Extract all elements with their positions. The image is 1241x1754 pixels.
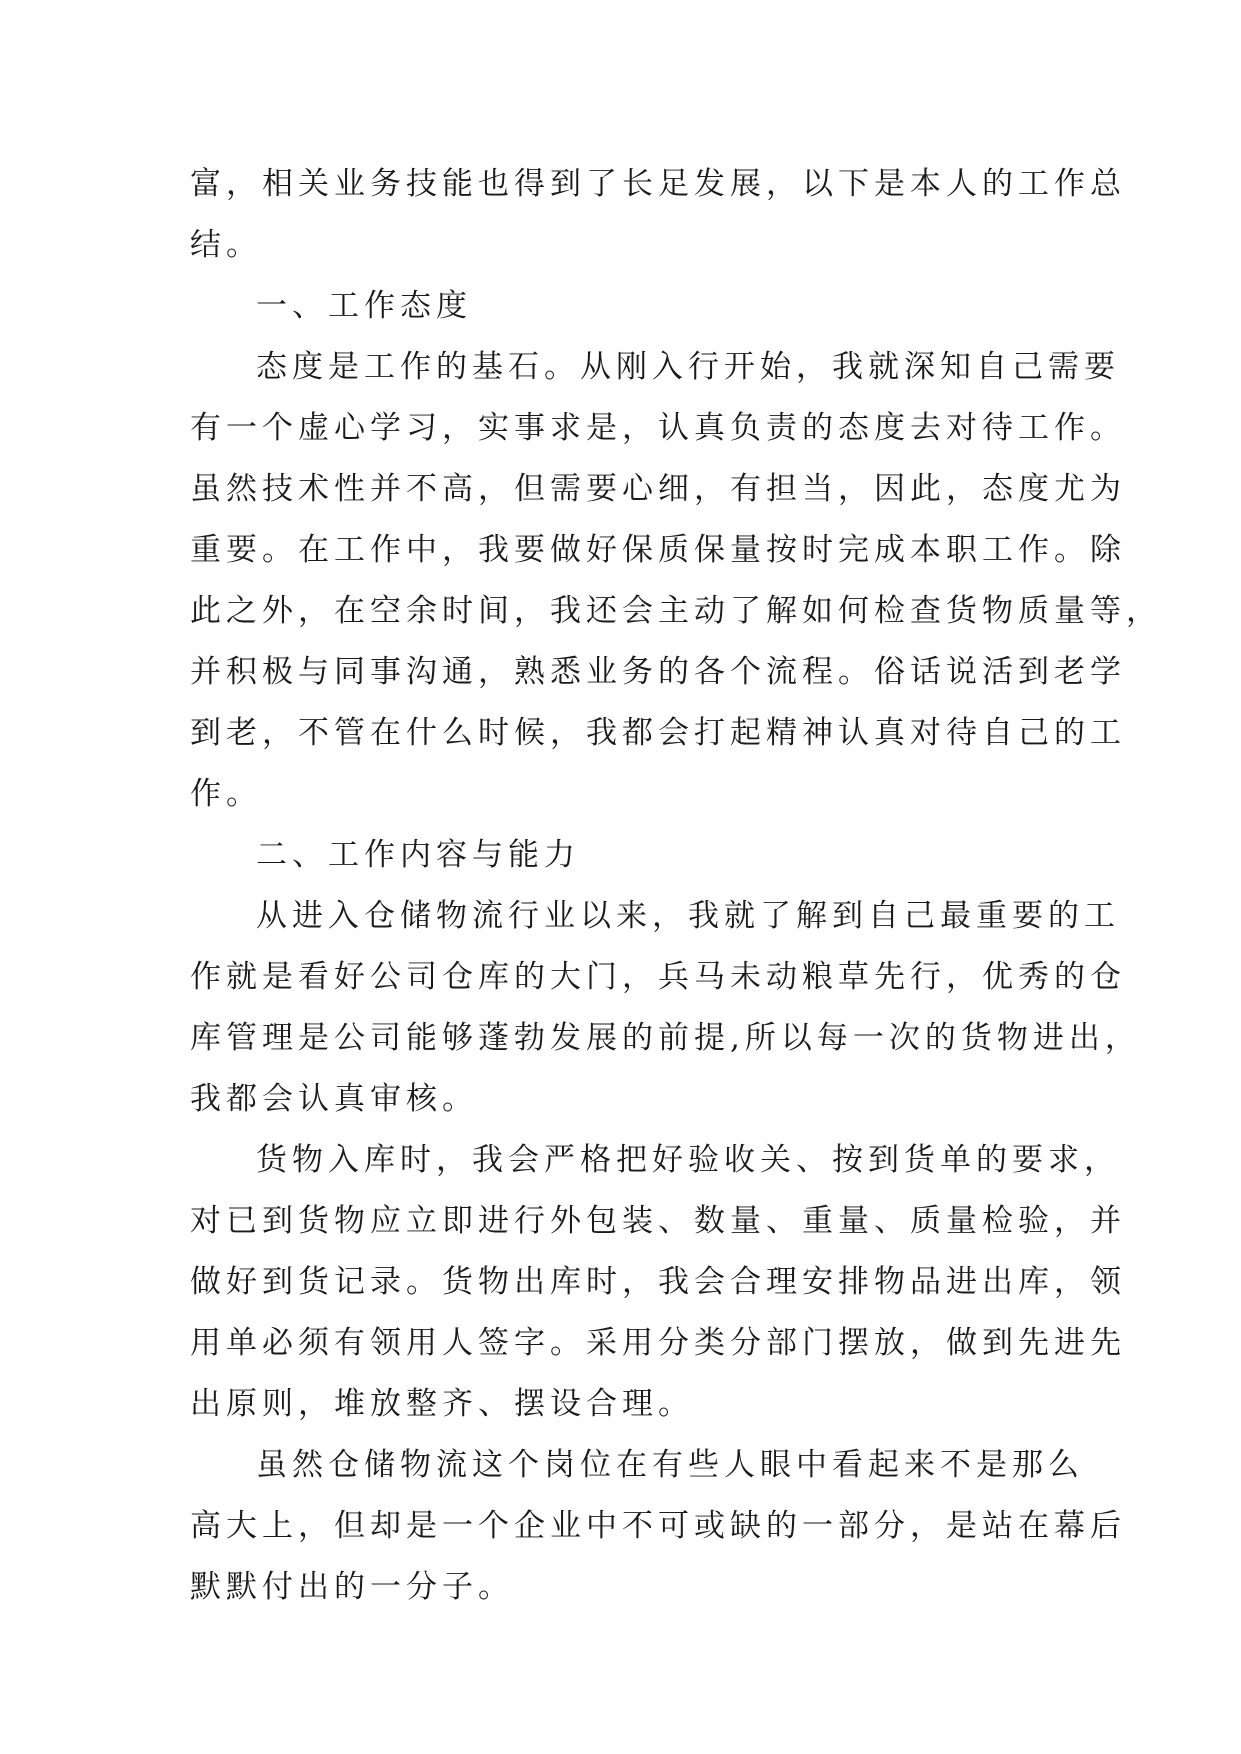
- text-line: 结。: [190, 227, 262, 263]
- text-line: 重要。在工作中，我要做好保质保量按时完成本职工作。除: [190, 532, 1126, 568]
- text-line: 到老，不管在什么时候，我都会打起精神认真对待自己的工: [190, 715, 1126, 751]
- section-heading-1: 一、工作态度: [256, 288, 472, 324]
- text-line: 富，相关业务技能也得到了长足发展，以下是本人的工作总: [190, 166, 1126, 202]
- text-line: 从进入仓储物流行业以来，我就了解到自己最重要的工: [256, 898, 1120, 934]
- text-line: 用单必须有领用人签字。采用分类分部门摆放，做到先进先: [190, 1325, 1126, 1361]
- text-line: 态度是工作的基石。从刚入行开始，我就深知自己需要: [256, 349, 1120, 385]
- document-body: [190, 154, 1162, 1618]
- text-line: 我都会认真审核。: [190, 1081, 478, 1117]
- text-line: 作就是看好公司仓库的大门，兵马未动粮草先行，优秀的仓: [190, 959, 1126, 995]
- text-line: 高大上，但却是一个企业中不可或缺的一部分，是站在幕后: [190, 1508, 1126, 1544]
- text-line: 做好到货记录。货物出库时，我会合理安排物品进出库，领: [190, 1264, 1126, 1300]
- text-line: 虽然技术性并不高，但需要心细，有担当，因此，态度尤为: [190, 471, 1126, 507]
- text-line: 此之外，在空余时间，我还会主动了解如何检查货物质量等，: [190, 593, 1162, 629]
- text-line: 货物入库时，我会严格把好验收关、按到货单的要求，: [256, 1142, 1120, 1178]
- text-line: 并积极与同事沟通，熟悉业务的各个流程。俗话说活到老学: [190, 654, 1126, 690]
- text-line: 库管理是公司能够蓬勃发展的前提,所以每一次的货物进出，: [190, 1020, 1141, 1056]
- text-line: 默默付出的一分子。: [190, 1569, 514, 1605]
- text-line: 虽然仓储物流这个岗位在有些人眼中看起来不是那么: [256, 1447, 1084, 1483]
- section-heading-2: 二、工作内容与能力: [256, 837, 580, 873]
- text-line: 出原则，堆放整齐、摆设合理。: [190, 1386, 694, 1422]
- text-line: 作。: [190, 776, 262, 812]
- text-line: 有一个虚心学习，实事求是，认真负责的态度去对待工作。: [190, 410, 1126, 446]
- text-line: 对已到货物应立即进行外包装、数量、重量、质量检验，并: [190, 1203, 1126, 1239]
